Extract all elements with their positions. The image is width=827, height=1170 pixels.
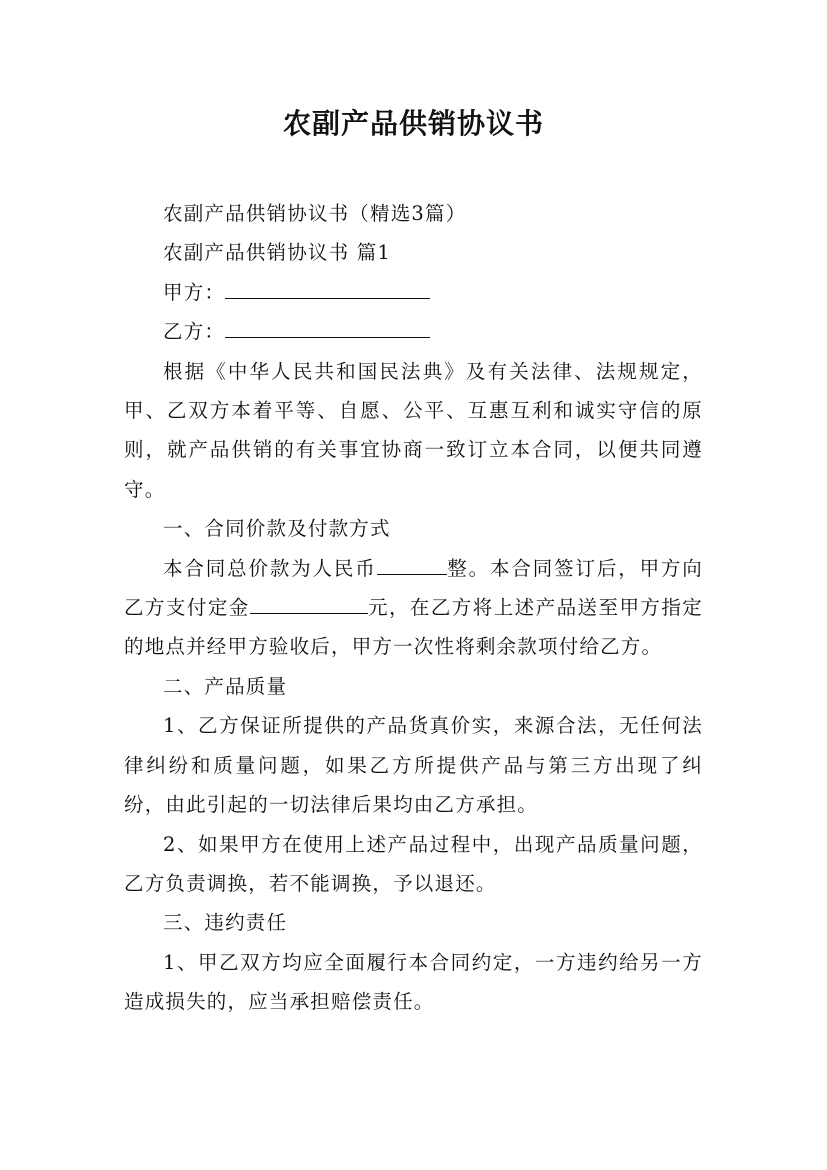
document-subtitle: 农副产品供销协议书（精选3篇） [163,202,467,225]
deposit-blank [250,593,368,614]
clause-1-text-a: 本合同总价款为人民币 [163,556,377,580]
party-a-blank [225,277,430,298]
clause-1-heading: 一、合同价款及付款方式 [163,517,391,541]
clause-1-paragraph [124,549,703,667]
clause-3-item-1: 1、甲乙双方均应全面履行本合同约定，一方违约给另一方造成损失的，应当承担赔偿责任。 [124,950,703,1014]
party-b-label: 乙方： [163,320,226,344]
party-a-label: 甲方： [163,280,226,304]
document-title: 农副产品供销协议书 [282,107,544,140]
party-b-blank [225,317,430,338]
party-b-line [124,312,703,351]
clause-1-text-c: 元，在乙方将上述产品送至甲方指定的地点并经甲方验收后，甲方一次性将剩余款项付给乙方。 [124,596,704,659]
total-price-blank [377,553,447,574]
section-heading: 农副产品供销协议书 篇1 [163,241,392,265]
intro-paragraph: 根据《中华人民共和国民法典》及有关法律、法规规定，甲、乙双方本着平等、自愿、公平、互惠互利和诚实守信的原则，就产品供销的有关事宜协商一致订立本合同，以便共同遵守。 [124,359,703,501]
party-a-line [124,273,703,312]
clause-2-item-1: 1、乙方保证所提供的产品货真价实，来源合法，无任何法律纠纷和质量问题，如果乙方所提供产品与第三方出现了纠纷，由此引起的一切法律后果均由乙方承担。 [124,714,703,817]
clause-3-heading: 三、违约责任 [163,911,288,935]
document-body [124,194,703,1022]
clause-2-item-2: 2、如果甲方在使用上述产品过程中，出现产品质量问题，乙方负责调换，若不能调换，予以退还。 [124,832,703,895]
clause-2-heading: 二、产品质量 [163,674,288,698]
clause-1-text-b: 整。本合同签订后，甲方向乙方支付定金 [124,556,703,620]
